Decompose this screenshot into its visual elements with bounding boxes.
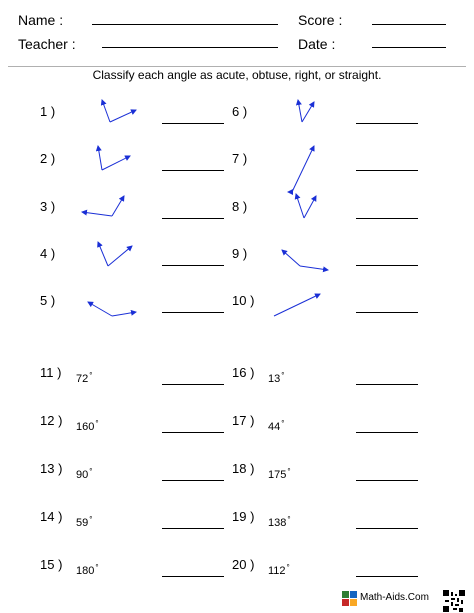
ray-a [98, 146, 102, 170]
answer-field[interactable] [162, 480, 224, 481]
degree-value: 138 [268, 517, 287, 529]
score-field[interactable] [372, 24, 446, 25]
angle-measure [268, 562, 290, 577]
angle-measure [76, 418, 99, 433]
degree-symbol: ° [286, 563, 290, 572]
degree-symbol: ° [89, 467, 93, 476]
teacher-field[interactable] [102, 47, 278, 48]
ray-b [304, 196, 316, 218]
answer-field[interactable] [356, 312, 418, 313]
degree-value: 72 [76, 373, 89, 385]
name-label: Name : [18, 12, 64, 28]
degree-symbol: ° [89, 371, 93, 380]
question-number: 14 ) [40, 509, 63, 524]
qr-code-icon [443, 590, 465, 612]
angle-measure [76, 466, 92, 481]
question-number: 8 ) [232, 199, 248, 214]
instructions: Classify each angle as acute, obtuse, right, or straight. [92, 68, 382, 82]
ray-a [296, 194, 304, 218]
degree-symbol: ° [95, 563, 99, 572]
angle-measure [268, 514, 291, 529]
math-aids-logo-icon [342, 591, 358, 607]
date-label: Date : [298, 36, 336, 52]
ray-a [282, 250, 300, 266]
angle-measure [268, 370, 284, 385]
question-number: 19 ) [232, 509, 255, 524]
answer-field[interactable] [162, 265, 224, 266]
question-number: 2 ) [40, 151, 56, 166]
ray-b [112, 312, 136, 316]
degree-value: 44 [268, 421, 281, 433]
date-field[interactable] [372, 47, 446, 48]
angle-measure [268, 466, 291, 481]
ray-a [102, 100, 110, 122]
ray-b [274, 294, 320, 316]
degree-symbol: ° [281, 371, 285, 380]
angle-diagram [84, 298, 144, 358]
degree-value: 13 [268, 373, 281, 385]
degree-symbol: ° [287, 515, 291, 524]
degree-symbol: ° [95, 419, 99, 428]
question-number: 16 ) [232, 365, 255, 380]
answer-field[interactable] [162, 312, 224, 313]
footer [340, 589, 474, 613]
degree-value: 180 [76, 565, 95, 577]
answer-field[interactable] [356, 218, 418, 219]
degree-symbol: ° [287, 467, 291, 476]
ray-b [108, 246, 132, 266]
question-number: 3 ) [40, 199, 56, 214]
degree-symbol: ° [281, 419, 285, 428]
ray-a [298, 100, 302, 122]
question-number: 20 ) [232, 557, 255, 572]
ray-b [102, 156, 130, 170]
degree-symbol: ° [89, 515, 93, 524]
question-number: 9 ) [232, 246, 248, 261]
answer-field[interactable] [162, 123, 224, 124]
ray-b [110, 110, 136, 122]
question-number: 17 ) [232, 413, 255, 428]
degree-value: 59 [76, 517, 89, 529]
answer-field[interactable] [356, 576, 418, 577]
question-number: 4 ) [40, 246, 56, 261]
ray-a [292, 146, 314, 192]
answer-field[interactable] [356, 265, 418, 266]
degree-value: 90 [76, 469, 89, 481]
site-name: Math-Aids.Com [360, 592, 429, 603]
score-label: Score : [298, 12, 343, 28]
question-number: 13 ) [40, 461, 63, 476]
question-number: 6 ) [232, 104, 248, 119]
ray-b [300, 266, 328, 270]
question-number: 7 ) [232, 151, 248, 166]
angle-diagram [292, 190, 352, 250]
answer-field[interactable] [162, 432, 224, 433]
name-field[interactable] [92, 24, 278, 25]
answer-field[interactable] [162, 528, 224, 529]
question-number: 18 ) [232, 461, 255, 476]
teacher-label: Teacher : [18, 36, 76, 52]
answer-field[interactable] [356, 384, 418, 385]
answer-field[interactable] [356, 432, 418, 433]
answer-field[interactable] [356, 480, 418, 481]
degree-value: 175 [268, 469, 287, 481]
header-divider [8, 66, 466, 67]
ray-a [88, 302, 112, 316]
angle-diagram [272, 290, 332, 350]
answer-field[interactable] [356, 170, 418, 171]
answer-field[interactable] [356, 123, 418, 124]
ray-a [98, 242, 108, 266]
angle-measure [76, 370, 92, 385]
angle-measure [76, 562, 99, 577]
answer-field[interactable] [162, 384, 224, 385]
answer-field[interactable] [162, 576, 224, 577]
ray-a [82, 212, 112, 216]
question-number: 15 ) [40, 557, 63, 572]
answer-field[interactable] [356, 528, 418, 529]
question-number: 1 ) [40, 104, 56, 119]
angle-measure [76, 514, 92, 529]
question-number: 12 ) [40, 413, 63, 428]
angle-measure [268, 418, 284, 433]
ray-b [302, 102, 314, 122]
question-number: 11 ) [40, 365, 62, 380]
degree-value: 112 [268, 565, 286, 577]
answer-field[interactable] [162, 170, 224, 171]
question-number: 10 ) [232, 293, 255, 308]
question-number: 5 ) [40, 293, 56, 308]
answer-field[interactable] [162, 218, 224, 219]
degree-value: 160 [76, 421, 95, 433]
ray-b [112, 196, 124, 216]
angle-diagram [94, 238, 154, 298]
